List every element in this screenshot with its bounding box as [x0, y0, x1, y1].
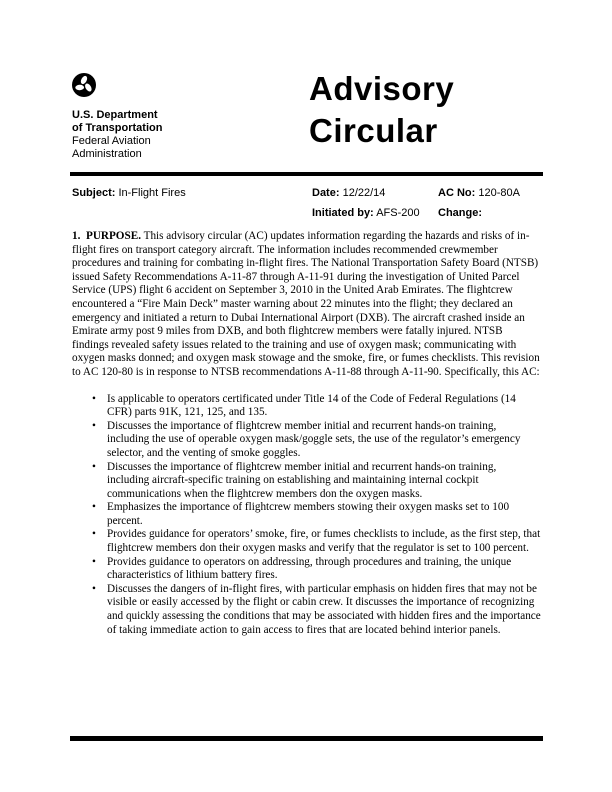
purpose-paragraph — [72, 230, 541, 380]
bullet-item-checklist-guidance: • Provides guidance for operators’ smoke, fire, or fumes checklists to include, as the first step, that flightcrew members don their oxygen masks and verify that the regulator is set to 100 percent. — [107, 528, 541, 555]
agency-block — [72, 109, 162, 161]
meta-ac-number — [438, 187, 520, 200]
initiated-by-label: Initiated by: — [312, 207, 374, 219]
bullet-item-cockpit-communications: • Discusses the importance of flightcrew member initial and recurrent hands-on training, including aircraft-specific training on establishing and maintaining internal cockpit communications when the flightcrew members don the oxygen masks. — [107, 461, 541, 502]
ac-number-label: AC No: — [438, 187, 476, 199]
ac-number-value: 120-80A — [478, 187, 520, 199]
initiated-by-value: AFS-200 — [376, 207, 420, 219]
bullet-item-applicability: • Is applicable to operators certificated under Title 14 of the Code of Federal Regulations (14 CFR) parts 91K, 121, 125, and 135. — [107, 393, 541, 420]
agency-faa-line2: Administration — [72, 148, 142, 160]
purpose-section-text: This advisory circular (AC) updates information regarding the hazards and risks of in-flight fires on transport category aircraft. The information includes recommended crewmember procedures and training for combating in-flight fires. The National Transportation Safety Board (NTSB) issued Safety Recommendations A-11-87 through A-11-91 during the investigation of United Parcel Service (UPS) flight 6 accident on September 3, 2010 in the United Arab Emirates. The flightcrew encountered a “Fire Main Deck” master warning about 22 minutes into the flight; they declared an emergency and initiated a return to Dubai International Airport (DXB). The aircraft crashed inside an Emirate army post 9 miles from DXB, and both flightcrew members were fatally injured. NTSB findings revealed safety issues related to the training and use of oxygen mask; communicating with oxygen masks donned; and oxygen mask stowage and the smoke, fire, or fumes checklists. This revision to AC 120-80 is in response to NTSB recommendations A-11-88 through A-11-90. Specifically, this AC: — [72, 230, 540, 378]
date-value: 12/22/14 — [342, 187, 386, 199]
meta-date — [312, 187, 385, 200]
meta-initiated-by — [312, 207, 420, 220]
bullet-item-lithium-battery: • Provides guidance to operators on addressing, through procedures and training, the unique characteristics of lithium battery fires. — [107, 556, 541, 583]
purpose-section-heading: 1. PURPOSE. — [72, 230, 141, 242]
usdot-triskelion-logo-icon — [72, 73, 96, 97]
document-title — [309, 68, 454, 152]
footer-bar — [70, 736, 543, 741]
bullet-item-hidden-fires: • Discusses the dangers of in-flight fires, with particular emphasis on hidden fires that may not be visible or easily accessed by the flight or cabin crew. It discusses the importance of recognizing and quickly assessing the conditions that may be associated with hidden fires and the importance of taking immediate action to gain access to fires that are located behind interior panels. — [107, 583, 541, 637]
bullet-item-mask-goggle-training: • Discusses the importance of flightcrew member initial and recurrent hands-on training, including the use of operable oxygen mask/goggle sets, the use of the regulator’s emergency selector, and the venting of smoke goggles. — [107, 420, 541, 461]
bullet-item-mask-stowage: • Emphasizes the importance of flightcrew members stowing their oxygen masks set to 100 percent. — [107, 501, 541, 528]
subject-label: Subject: — [72, 187, 116, 199]
document-body — [72, 230, 541, 637]
header-rule — [70, 172, 543, 176]
agency-dept-line1: U.S. Department — [72, 109, 158, 121]
title-line-circular: Circular — [309, 112, 438, 149]
date-label: Date: — [312, 187, 340, 199]
purpose-bullet-list — [72, 393, 541, 638]
agency-faa-line1: Federal Aviation — [72, 135, 151, 147]
title-line-advisory: Advisory — [309, 70, 455, 107]
agency-dept-line2: of Transportation — [72, 122, 163, 134]
subject-value: In-Flight Fires — [118, 187, 186, 199]
meta-change — [438, 207, 482, 220]
meta-subject — [72, 187, 186, 200]
change-label: Change: — [438, 207, 482, 219]
